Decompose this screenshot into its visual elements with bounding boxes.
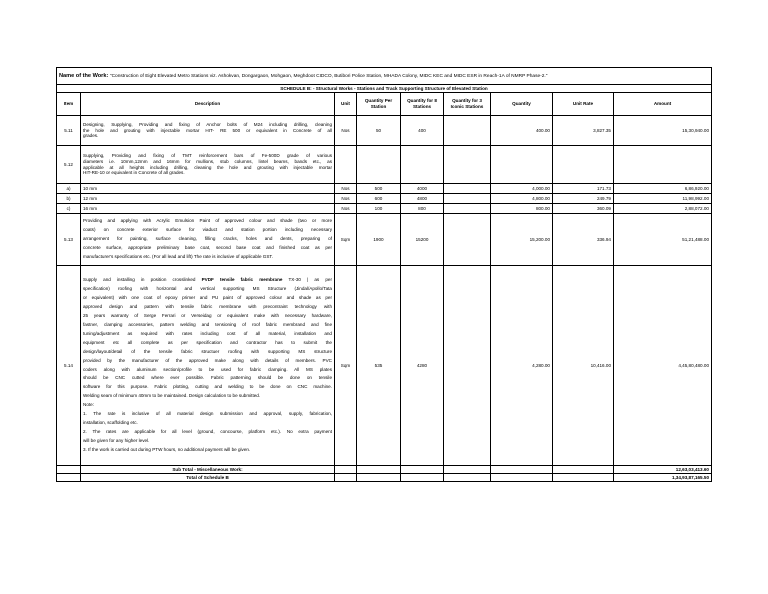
boq-sheet (56, 67, 711, 482)
note-line: installation, scaffolding etc. (83, 420, 138, 426)
description-line: or equivalent) with one coat of epoxy primer and PU paint of approved colour and shade as per (83, 294, 332, 300)
item-amount: 51,21,488.00 (614, 214, 712, 266)
total-amount: 1,34,93,87,165.50 (614, 474, 712, 482)
item-description (81, 146, 335, 184)
table-row (57, 184, 712, 194)
work-name: "Construction of Eight Elevated Metro Stations viz. Ashokvan, Dongargaon, Mohgaon, Meghdoot CIDCO, Butibori Police Station, MHADA Colony, MIDC KEC and MIDC ESR in Reach-1A of NMRP Phase-2." (109, 73, 548, 79)
header-row (57, 93, 712, 116)
subtotal-label: Sub Total - Miscellaneous Work: (81, 466, 335, 474)
item-amount: 2,88,072.00 (614, 204, 712, 214)
item-quantity: 400.00 (491, 116, 553, 146)
item-qty-8: 4800 (401, 194, 444, 204)
description-line: Providing and applying with Acrylic Emulsion Paint of approved colour and shade (two or more (83, 218, 332, 224)
item-description: 16 mm (81, 204, 335, 214)
item-unit-rate: 3,827.35 (553, 116, 614, 146)
description-line: diameters i.e. 10mm,12mm and 16mm for mullions, stub columns, lintel beams, bands etc., as (83, 158, 332, 164)
table-row (57, 194, 712, 204)
item-unit: Nos (335, 116, 357, 146)
header-qty-8-stations: Quantity for 8 Stations (401, 93, 444, 116)
item-qty-8: 4000 (401, 184, 444, 194)
table-row (57, 116, 712, 146)
total-row (57, 474, 712, 482)
description-line: approved design and pattern with tensile fabric membrane with precontraint technology with (83, 303, 332, 309)
item-qty-8: 800 (401, 204, 444, 214)
work-title-row (57, 68, 712, 85)
item-unit-rate: 171.73 (553, 184, 614, 194)
description-line: equipment etc all complete as per specification and contractor has to submit the (83, 339, 332, 345)
item-qty-per-station: 100 (357, 204, 401, 214)
item-qty-per-station: 1900 (357, 214, 401, 266)
schedule-title-row (57, 85, 712, 93)
item-number: 5.13 (57, 214, 81, 266)
header-unit-rate: Unit Rate (553, 93, 614, 116)
description-text: Supply and installing in position crosslinked (83, 276, 202, 282)
item-qty-8: 4280 (401, 266, 444, 466)
description-line: the hole and grouting with injectable mortar HIT- RE 500 or equivalent in Concrete of all (83, 127, 332, 133)
item-quantity: 4,000.00 (491, 184, 553, 194)
item-description (81, 214, 335, 266)
header-qty-3-iconic: Quantity for 3 Iconic Stations (444, 93, 491, 116)
item-number: a) (57, 184, 81, 194)
item-number: 5.12 (57, 146, 81, 184)
table-row (57, 146, 712, 184)
description-line: should be CNC cutted where ever possible. Fabric patterning should be done on tensile (83, 375, 332, 381)
note-line: will be given for any higher level. (83, 438, 150, 444)
work-title-label: Name of the Work: (59, 72, 109, 79)
item-qty-8: 400 (401, 116, 444, 146)
description-line: provided by the manufacturer of the approved make along with details of members. PVC (83, 357, 332, 363)
item-unit: Nos (335, 184, 357, 194)
description-line: specification) roofing with horizontal and vertical supporting MS Structure (Jindal/Apollo/Tata (83, 285, 332, 291)
header-description: Description (81, 93, 335, 116)
description-line: applicable at all heights including drilling, cleaning the hole and grouting with injectable mortar (83, 164, 332, 170)
item-unit: Sqm (335, 214, 357, 266)
table-row (57, 204, 712, 214)
product-name: PVDF tensile fabric membrane (201, 276, 283, 282)
description-line: tuning/adjustment as required with rates including cost of all material, installation and (83, 330, 332, 336)
item-description: 10 mm (81, 184, 335, 194)
header-quantity: Quantity (491, 93, 553, 116)
subtotal-amount: 12,63,03,413.60 (614, 466, 712, 474)
description-line: Welding seam of minimum 40mm to be maintained. Design calculation to be submitted. (83, 393, 261, 399)
item-description: 12 mm (81, 194, 335, 204)
item-number: 5.14 (57, 266, 81, 466)
description-line: coders along with aluminum section/profile to be used for fabric clamping. All MS plates (83, 366, 332, 372)
item-qty-3 (444, 116, 491, 146)
item-amount: 4,45,80,480.00 (614, 266, 712, 466)
note-line: 1. The rate is inclusive of all material design submission and approval, supply, fabrication, (83, 411, 332, 417)
item-quantity: 4,800.00 (491, 194, 553, 204)
description-line: Designing, Supplying, Providing and fixing of Anchor bolts of M24 including drilling, cleaning (83, 121, 332, 127)
note-label: Note: (83, 402, 94, 408)
description-line: HIT-RE-10 or equivalent in Concrete of all grades. (83, 170, 185, 176)
description-line: concrete surface, appropriate preliminary base coat, second base coat and finished coat as per (83, 244, 332, 250)
item-quantity: 800.00 (491, 204, 553, 214)
item-qty-per-station: 50 (357, 116, 401, 146)
item-unit-rate: 10,416.00 (553, 266, 614, 466)
item-number: 5.11 (57, 116, 81, 146)
description-line: arrangement for painting, surface cleaning, filling cracks, holes and dents, preparing of (83, 236, 332, 242)
item-description (81, 116, 335, 146)
item-qty-per-station: 600 (357, 194, 401, 204)
item-number: b) (57, 194, 81, 204)
description-line: manufacturer's specifications etc. (For all lead and lift) The rate is inclusive of applicable GST. (83, 253, 273, 259)
schedule-title: SCHEDULE B: - Structural Works - Stations and Track Supporting Structure of Elevated Station (57, 85, 712, 93)
description-text: TX-30 | as per (282, 276, 332, 282)
header-unit: Unit (335, 93, 357, 116)
item-unit: Nos (335, 204, 357, 214)
total-label: Total of Schedule B (81, 474, 335, 482)
header-qty-per-station: Quantity Per Station (357, 93, 401, 116)
item-quantity: 4,280.00 (491, 266, 553, 466)
item-amount: 15,30,940.00 (614, 116, 712, 146)
item-unit-rate: 249.79 (553, 194, 614, 204)
description-line: coats) on concrete exterior surface for viaduct and station portion including necessary (83, 227, 332, 233)
item-number: c) (57, 204, 81, 214)
item-qty-8: 15200 (401, 214, 444, 266)
header-amount: Amount (614, 93, 712, 116)
item-qty-per-station: 500 (357, 184, 401, 194)
note-line: 3. If the work is carried out during PTW hours, no additional payment will be given. (83, 447, 251, 453)
subtotal-row (57, 466, 712, 474)
item-unit: Sqm (335, 266, 357, 466)
description-line: fastner, clamping accessories, pattern welding and tensioning of roof fabric membrand and fine (83, 321, 332, 327)
description-line: design/layout/detail of the tensile fabric structuer roofing with supporting MS structure (83, 348, 332, 354)
item-description (81, 266, 335, 466)
item-unit-rate: 360.09 (553, 204, 614, 214)
note-line: 2. The rates are applicable for all level (ground, concourse, platform etc.). No extra payment (83, 429, 332, 435)
item-quantity: 15,200.00 (491, 214, 553, 266)
item-amount: 6,86,920.00 (614, 184, 712, 194)
header-item: Item (57, 93, 81, 116)
item-amount: 11,98,992.00 (614, 194, 712, 204)
description-line (83, 276, 332, 285)
description-line: grades. (83, 133, 99, 139)
item-unit: Nos (335, 194, 357, 204)
description-line: 25 years warranty of Serge Ferrari or Verseidag or equivalent make with necessary hardware, (83, 312, 332, 318)
description-line: software for this purpose. Fabric plotting, cutting and welding to be done on CNC machine. (83, 384, 332, 390)
table-row (57, 214, 712, 266)
item-qty-per-station: 535 (357, 266, 401, 466)
schedule-table (56, 67, 712, 482)
table-row (57, 266, 712, 466)
item-unit-rate: 336.94 (553, 214, 614, 266)
description-line: Supplying, Providing and fixing of TMT reinforcement bars of Fe-500D grade of various (83, 153, 332, 159)
